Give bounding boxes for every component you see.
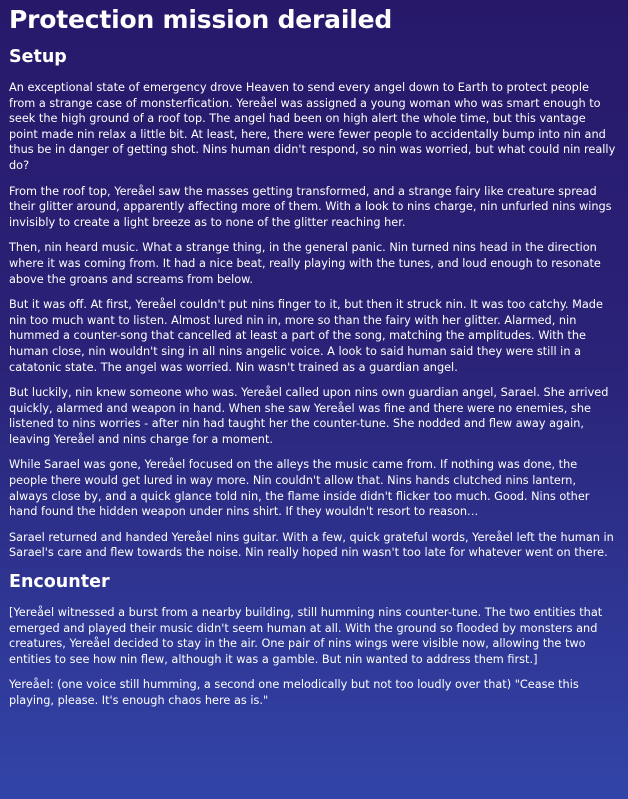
setup-paragraph-7: Sarael returned and handed Yereåel nins guitar. With a few, quick grateful words, Yereåel left the human in Sarael's care and flew towards the noise. Nin really hoped nin wasn't too late for whatever went on there. bbox=[9, 530, 614, 560]
page-title: Protection mission derailed bbox=[9, 5, 393, 34]
setup-paragraph-6: While Sarael was gone, Yereåel focused on the alleys the music came from. If nothing was done, the people there would get lured in way more. Nin couldn't allow that. Nins hands clutched nins lantern, always close by, and a quick glance told nin, the flame inside didn't flicker too much. Good. Nins other hand found the hidden weapon under nins shirt. If they wouldn't resort to reason… bbox=[9, 458, 590, 519]
setup-paragraph-2: From the roof top, Yereåel saw the masses getting transformed, and a strange fairy like creature spread their glitter around, apparently affecting more of them. With a look to nins charge, nin unfurled nins wings invisibly to create a light breeze as to none of the glitter reaching her. bbox=[9, 184, 612, 229]
setup-paragraph-3: Then, nin heard music. What a strange thing, in the general panic. Nin turned nins head in the direction where it was coming from. It had a nice beat, really playing with the tunes, and loud enough to resonate above the groans and screams from below. bbox=[9, 241, 601, 286]
setup-paragraph-1: An exceptional state of emergency drove Heaven to send every angel down to Earth to protect people from a strange case of monsterfication. Yereåel was assigned a young woman who was smart enough to seek the high ground of a roof top. The angel had been on high alert the whole time, but this vantage point made nin relax a little bit. At least, here, there were fewer people to accidentally bump into nin and thus be in danger of getting shot. Nins human didn't respond, so nin was worried, but what could nin really do? bbox=[9, 81, 616, 172]
encounter-paragraph-2: Yereåel: (one voice still humming, a second one melodically but not too loudly over that) "Cease this playing, please. It's enough chaos here as is." bbox=[9, 678, 579, 707]
setup-heading: Setup bbox=[9, 47, 67, 67]
encounter-paragraph-1: [Yereåel witnessed a burst from a nearby building, still humming nins counter-tune. The two entities that emerged and played their music didn't seem human at all. With the ground so flooded by monsters and creatures, Yereåel decided to stay in the air. One pair of nins wings were visible now, allowing the two entities to see how nin flew, although it was a gamble. But nin wanted to address them first.] bbox=[9, 606, 603, 666]
encounter-section bbox=[9, 571, 617, 709]
setup-paragraph-5: But luckily, nin knew someone who was. Yereåel called upon nins own guardian angel, Sarael. She arrived quickly, alarmed and weapon in hand. When she saw Yereåel was fine and there were no enemies, she listened to nins worries - after nin had taught her the counter-tune. She nodded and flew away again, leaving Yereåel and nins charge for a moment. bbox=[9, 386, 609, 446]
setup-paragraph-4: But it was off. At first, Yereåel couldn't put nins finger to it, but then it struck nin. It was too catchy. Made nin too much want to listen. Almost lured nin in, more so than the fairy with her glitter. Alarmed, nin hummed a counter-song that cancelled at least a part of the song, matching the amplitudes. With the human close, nin wouldn't sing in all nins angelic voice. A look to said human said they were still in a catatonic state. The angel was worried. Nin wasn't trained as a guardian angel. bbox=[9, 298, 603, 374]
setup-section bbox=[9, 46, 617, 561]
encounter-heading: Encounter bbox=[9, 572, 110, 593]
